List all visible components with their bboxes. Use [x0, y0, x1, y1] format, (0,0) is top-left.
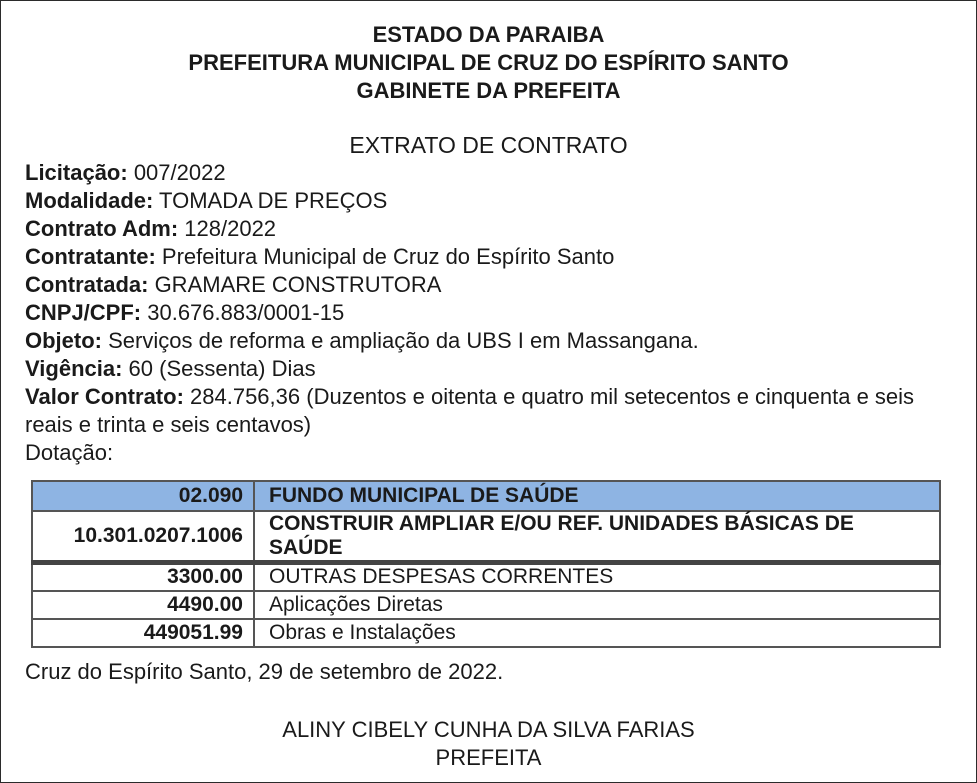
field-value: 128/2022 — [178, 216, 277, 241]
budget-description: OUTRAS DESPESAS CORRENTES — [254, 563, 940, 591]
table-row — [32, 619, 940, 647]
budget-description: FUNDO MUNICIPAL DE SAÚDE — [254, 481, 940, 511]
field-value: GRAMARE CONSTRUTORA — [148, 272, 442, 297]
field-contratante — [25, 243, 958, 271]
field-modalidade — [25, 187, 958, 215]
field-value: Serviços de reforma e ampliação da UBS I em Massangana. — [102, 328, 699, 353]
budget-code: 449051.99 — [32, 619, 254, 647]
field-value: 60 (Sessenta) Dias — [122, 356, 316, 381]
budget-code: 10.301.0207.1006 — [32, 511, 254, 563]
header-municipality: PREFEITURA MUNICIPAL DE CRUZ DO ESPÍRITO SANTO — [188, 50, 789, 75]
field-label: Valor Contrato: — [25, 384, 184, 409]
document-header — [1, 21, 976, 105]
field-cnpj — [25, 299, 958, 327]
field-vigencia — [25, 355, 958, 383]
table-row — [32, 481, 940, 511]
table-row — [32, 591, 940, 619]
field-value: 30.676.883/0001-15 — [141, 300, 345, 325]
place-date: Cruz do Espírito Santo, 29 de setembro de 2022. — [25, 659, 504, 684]
field-label: CNPJ/CPF: — [25, 300, 142, 325]
budget-code: 3300.00 — [32, 563, 254, 591]
dotacao-table — [31, 480, 941, 648]
field-label: Objeto: — [25, 328, 102, 353]
header-state: ESTADO DA PARAIBA — [372, 22, 605, 47]
budget-code: 02.090 — [32, 481, 254, 511]
field-label: Licitação: — [25, 160, 128, 185]
field-value: Prefeitura Municipal de Cruz do Espírito Santo — [155, 244, 615, 269]
field-value: 007/2022 — [127, 160, 226, 185]
field-value: 284.756,36 (Duzentos e oitenta e quatro mil setecentos e cinquenta e seis reais e trinta e seis centavos) — [25, 384, 915, 437]
field-label: Contrato Adm: — [25, 216, 179, 241]
field-value: TOMADA DE PREÇOS — [153, 188, 388, 213]
field-label: Contratante: — [25, 244, 156, 269]
field-label: Vigência: — [25, 356, 123, 381]
field-valor-contrato — [25, 383, 958, 439]
budget-description: Obras e Instalações — [254, 619, 940, 647]
document-title: EXTRATO DE CONTRATO — [349, 132, 628, 158]
contract-fields — [25, 159, 958, 467]
field-contratada — [25, 271, 958, 299]
field-licitacao — [25, 159, 958, 187]
field-objeto — [25, 327, 958, 355]
table-row — [32, 511, 940, 563]
signatory-name: ALINY CIBELY CUNHA DA SILVA FARIAS — [282, 717, 695, 742]
field-label: Contratada: — [25, 272, 149, 297]
header-office: GABINETE DA PREFEITA — [356, 78, 621, 103]
signature-block — [1, 716, 976, 772]
field-dotacao-label: Dotação: — [25, 440, 114, 465]
field-contrato-adm — [25, 215, 958, 243]
table-row — [32, 563, 940, 591]
signatory-role: PREFEITA — [435, 745, 542, 770]
field-label: Modalidade: — [25, 188, 154, 213]
budget-description: CONSTRUIR AMPLIAR E/OU REF. UNIDADES BÁSICAS DE SAÚDE — [254, 511, 940, 563]
budget-code: 4490.00 — [32, 591, 254, 619]
budget-description: Aplicações Diretas — [254, 591, 940, 619]
